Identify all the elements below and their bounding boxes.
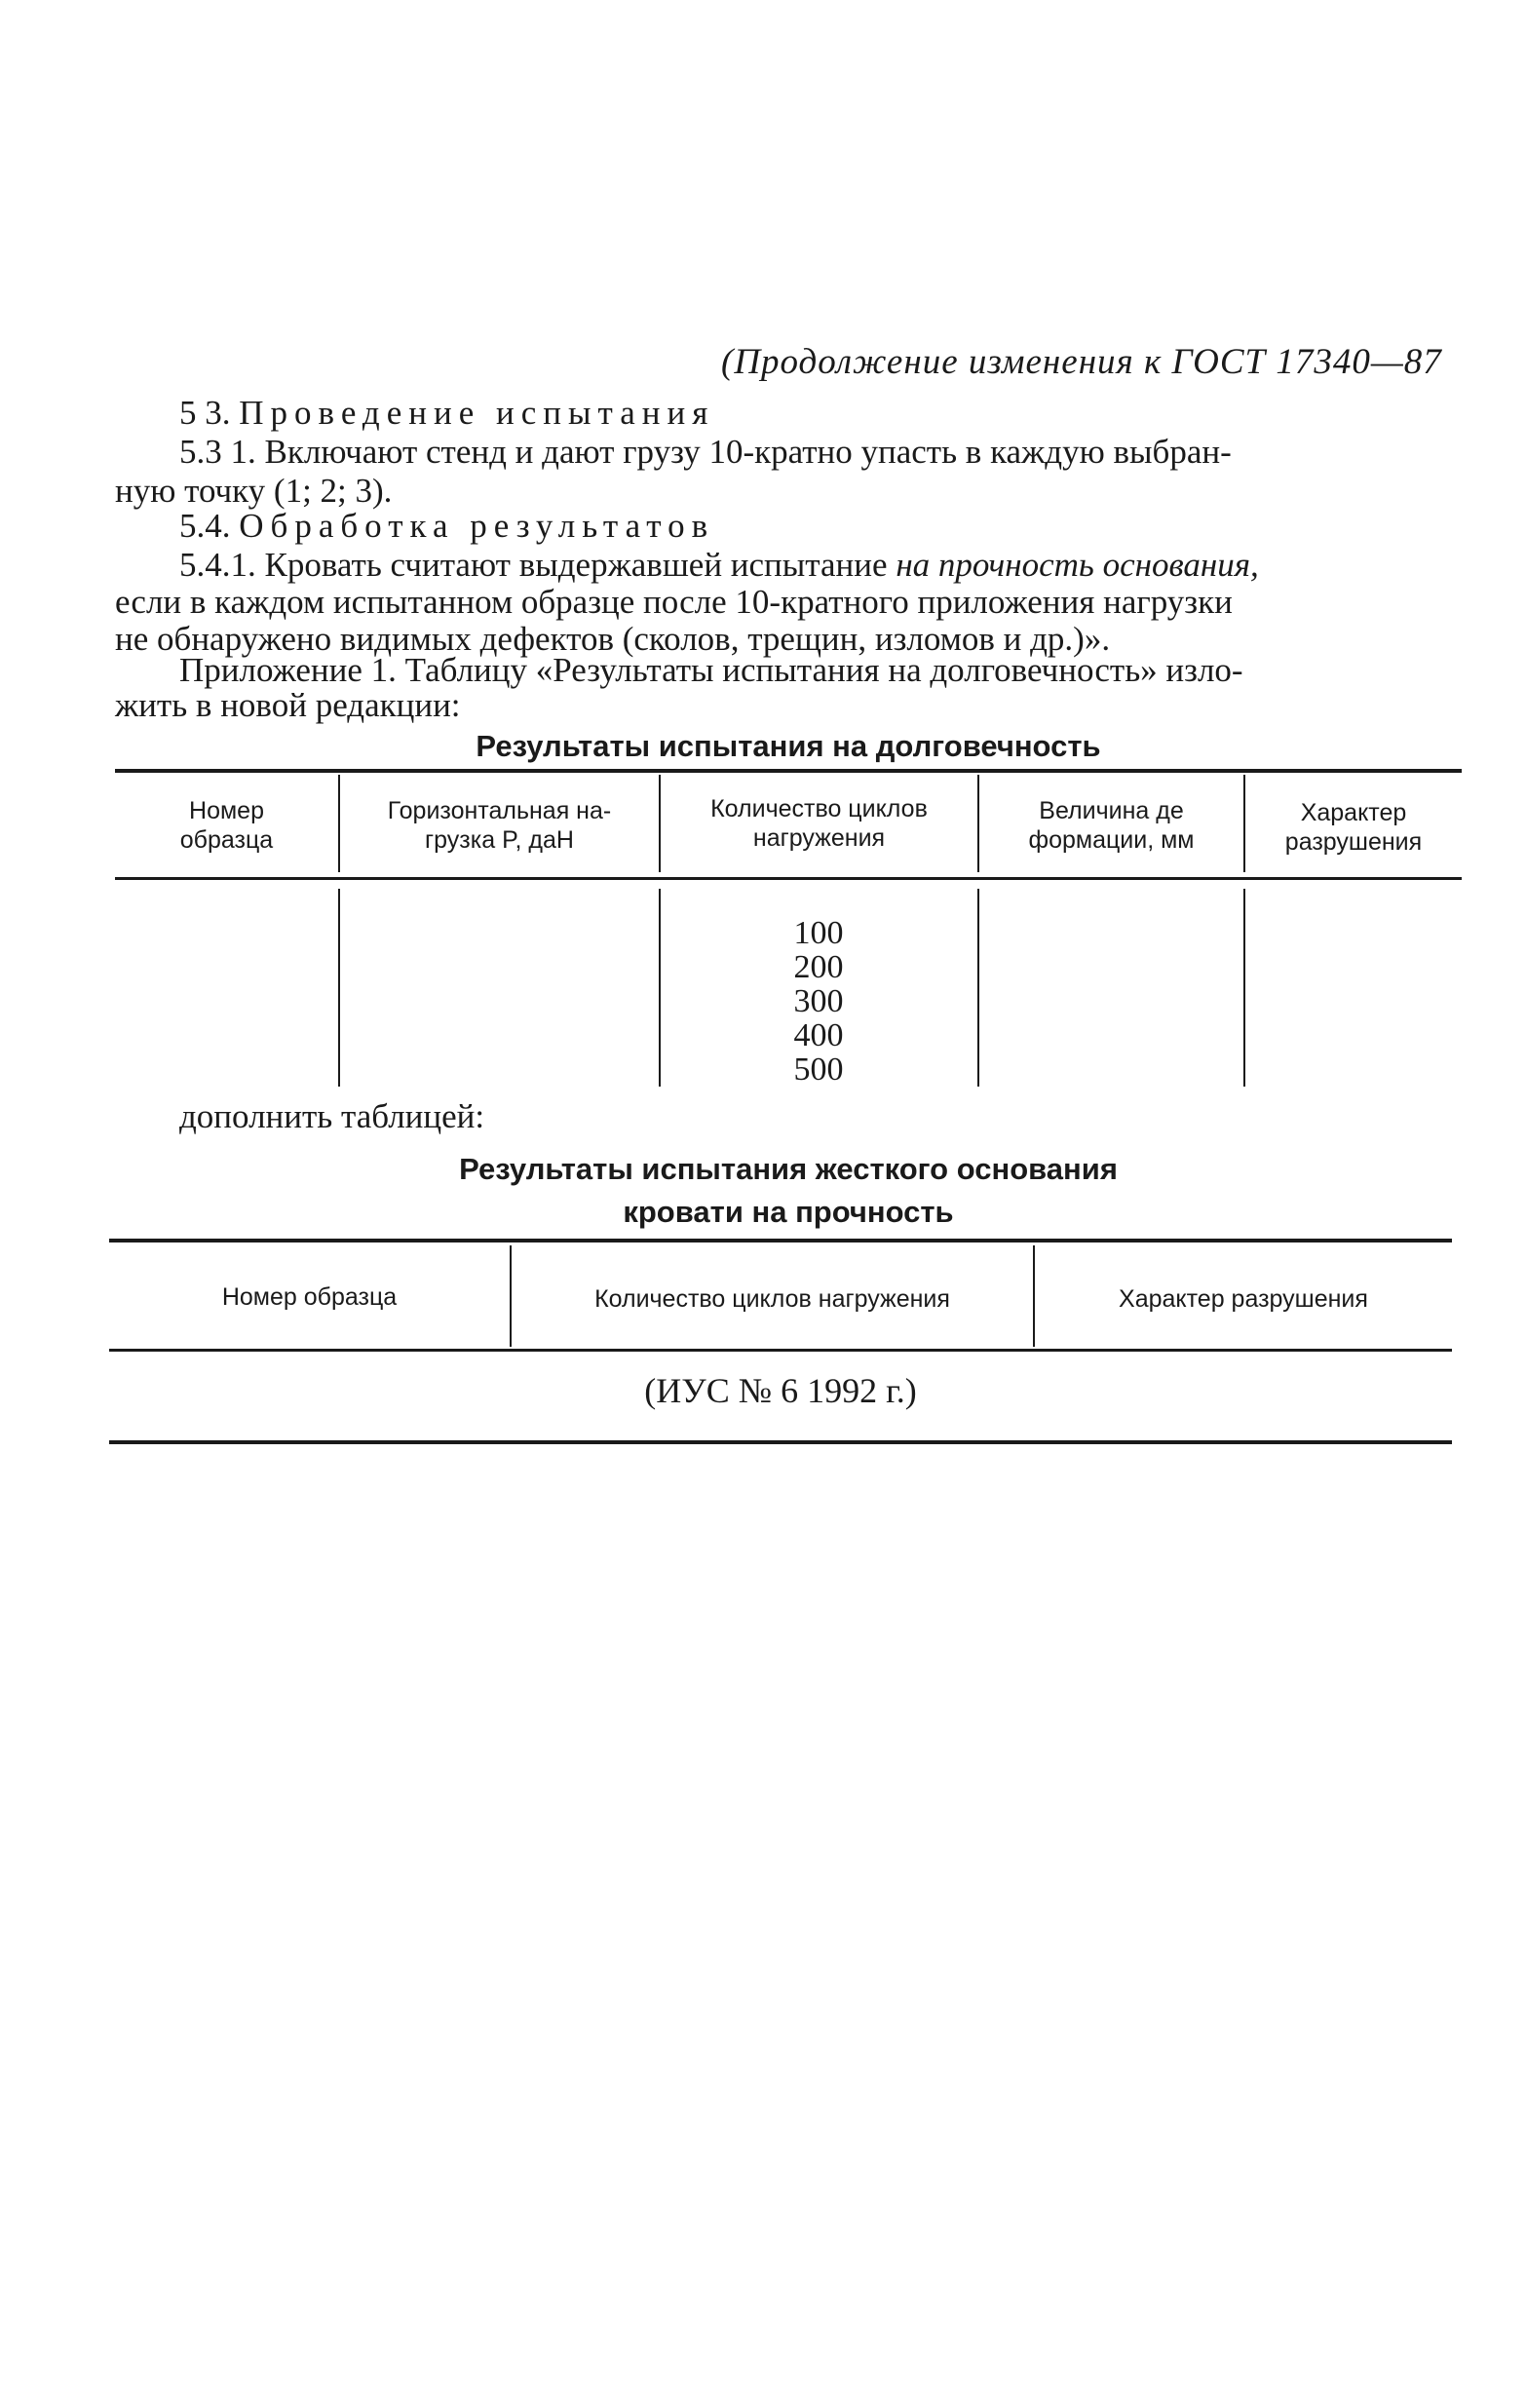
table2-caption-line: Результаты испытания жесткого основания	[459, 1152, 1118, 1186]
table1-divider	[338, 889, 340, 1087]
table1-header-cell	[340, 796, 659, 855]
table2-top-rule	[109, 1239, 1452, 1242]
table1-cycles-cell	[750, 916, 887, 1087]
paragraph-5-3-1-line: 5.3 1. Включают стенд и дают грузу 10-кратно упасть в каждую выбран-	[179, 433, 1232, 471]
header-line: образца	[179, 826, 274, 854]
paragraph-5-4-1-line: не обнаружено видимых дефектов (сколов, трещин, изломов и др.)».	[115, 620, 1111, 658]
appendix-line: Приложение 1. Таблицу «Результаты испытания на долговечность» изло-	[179, 651, 1243, 689]
section-5-3-heading	[179, 394, 714, 433]
cycles-value: 100	[793, 915, 844, 951]
table2-header-cell: Номер образца	[221, 1283, 398, 1311]
table1-divider	[1243, 889, 1245, 1087]
table2-caption-line: кровати на прочность	[623, 1195, 954, 1229]
header-line: разрушения	[1284, 828, 1423, 856]
header-line: Характер	[1300, 799, 1407, 826]
table1-header-rule	[115, 877, 1462, 880]
cycles-value: 400	[793, 1017, 844, 1053]
cycles-value: 300	[793, 983, 844, 1019]
header-line: грузка P, даН	[425, 826, 574, 854]
section-title: Обработка результатов	[239, 507, 715, 545]
table2-header-cell: Характер разрушения	[1119, 1285, 1368, 1313]
table2-bottom-rule	[109, 1349, 1452, 1352]
header-line: нагружения	[752, 824, 886, 852]
cycles-value: 200	[793, 949, 844, 985]
section-5-4-heading	[179, 507, 714, 546]
table1-divider	[659, 889, 661, 1087]
table1-caption: Результаты испытания на долговечность	[476, 729, 1101, 763]
footer-rule	[109, 1440, 1452, 1444]
table1-header-cell	[115, 796, 338, 855]
table1-top-rule	[115, 769, 1462, 773]
footer-reference: (ИУС № 6 1992 г.)	[644, 1371, 917, 1410]
text-run-italic: на прочность основания,	[896, 546, 1259, 584]
table2-header-cell: Количество циклов нагружения	[594, 1285, 950, 1313]
section-title: Проведение испытания	[239, 394, 715, 432]
header-line: Величина де	[1039, 797, 1184, 824]
cycles-value: 500	[793, 1051, 844, 1088]
header-line: Номер	[189, 797, 264, 824]
appendix-line: жить в новой редакции:	[115, 686, 461, 724]
supplement-text: дополнить таблицей:	[179, 1097, 485, 1135]
paragraph-5-3-1-line: ную точку (1; 2; 3).	[115, 472, 393, 510]
paragraph-5-4-1-line	[179, 546, 1259, 585]
table1-divider	[977, 889, 979, 1087]
page-header: (Продолжение изменения к ГОСТ 17340—87	[721, 342, 1442, 382]
header-line: Горизонтальная на-	[387, 797, 612, 824]
section-number: 5.4.	[179, 507, 231, 545]
header-line: формации, мм	[1028, 826, 1195, 854]
table1-header-cell	[979, 796, 1243, 855]
text-run: 5.4.1. Кровать считают выдержавшей испытание	[179, 546, 897, 584]
section-number: 5 3.	[179, 394, 231, 432]
table1-header-cell	[1245, 798, 1462, 857]
paragraph-5-4-1-line: если в каждом испытанном образце после 10-кратного приложения нагрузки	[115, 583, 1233, 621]
header-line: Количество циклов	[710, 795, 928, 822]
table1-header-cell	[661, 794, 977, 853]
